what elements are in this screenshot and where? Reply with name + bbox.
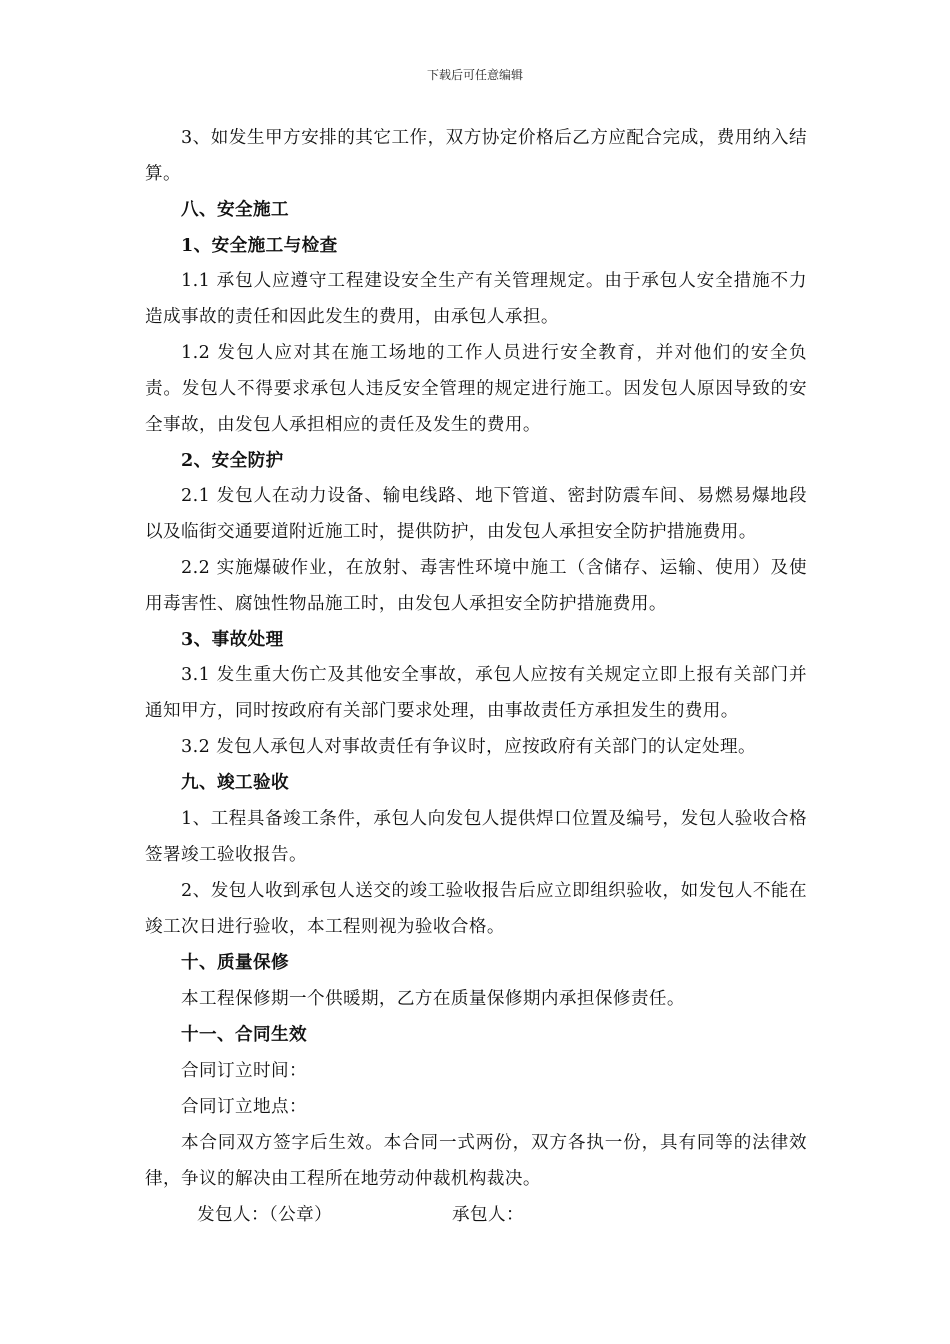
subheading-safety-protection: 2、安全防护 (181, 450, 284, 471)
contractor-signature-label: 承包人： (452, 1205, 524, 1225)
paragraph-2-2: 2.2 实施爆破作业，在放射、毒害性环境中施工（含储存、运输、使用）及使用毒害性、腐蚀性物品施工时，由发包人承担安全防护措施费用。 (145, 558, 807, 614)
section-heading-warranty: 十、质量保修 (181, 952, 289, 973)
section-heading-acceptance: 九、竣工验收 (181, 772, 289, 793)
page-header-note: 下载后可任意编辑 (426, 68, 523, 82)
employer-signature-label: 发包人：（公章） (197, 1205, 333, 1225)
paragraph-3-1: 3.1 发生重大伤亡及其他安全事故，承包人应按有关规定立即上报有关部门并通知甲方，同时按政府有关部门要求处理，由事故责任方承担发生的费用。 (145, 665, 807, 721)
section-heading-effect: 十一、合同生效 (181, 1024, 307, 1045)
paragraph-2-1: 2.1 发包人在动力设备、输电线路、地下管道、密封防震车间、易燃易爆地段以及临街交通要道附近施工时，提供防护，由发包人承担安全防护措施费用。 (145, 486, 807, 542)
paragraph-contract-effect: 本合同双方签字后生效。本合同一式两份，双方各执一份，具有同等的法律效律，争议的解决由工程所在地劳动仲裁机构裁决。 (145, 1133, 807, 1189)
section-heading-safety: 八、安全施工 (181, 199, 289, 220)
paragraph-3-2: 3.2 发包人承包人对事故责任有争议时，应按政府有关部门的认定处理。 (181, 737, 756, 757)
paragraph-warranty: 本工程保修期一个供暖期，乙方在质量保修期内承担保修责任。 (181, 989, 685, 1009)
document-body (145, 120, 807, 1233)
paragraph-1-2: 1.2 发包人应对其在施工场地的工作人员进行安全教育，并对他们的安全负责。发包人不得要求承包人违反安全管理的规定进行施工。因发包人原因导致的安全事故，由发包人承担相应的责任及发生的费用。 (145, 343, 807, 435)
contract-signing-time: 合同订立时间： (181, 1061, 307, 1081)
signature-row (145, 1197, 807, 1233)
paragraph-acceptance-2: 2、发包人收到承包人送交的竣工验收报告后应立即组织验收，如发包人不能在竣工次日进行验收，本工程则视为验收合格。 (145, 881, 807, 937)
paragraph-acceptance-1: 1、工程具备竣工条件，承包人向发包人提供焊口位置及编号，发包人验收合格签署竣工验收报告。 (145, 809, 807, 865)
subheading-accident-handling: 3、事故处理 (181, 629, 284, 650)
contract-signing-place: 合同订立地点： (181, 1097, 307, 1117)
paragraph-1-1: 1.1 承包人应遵守工程建设安全生产有关管理规定。由于承包人安全措施不力造成事故的责任和因此发生的费用，由承包人承担。 (145, 271, 807, 327)
paragraph-extra-work: 3、如发生甲方安排的其它工作，双方协定价格后乙方应配合完成，费用纳入结算。 (145, 128, 807, 184)
subheading-safety-inspection: 1、安全施工与检查 (181, 235, 338, 256)
